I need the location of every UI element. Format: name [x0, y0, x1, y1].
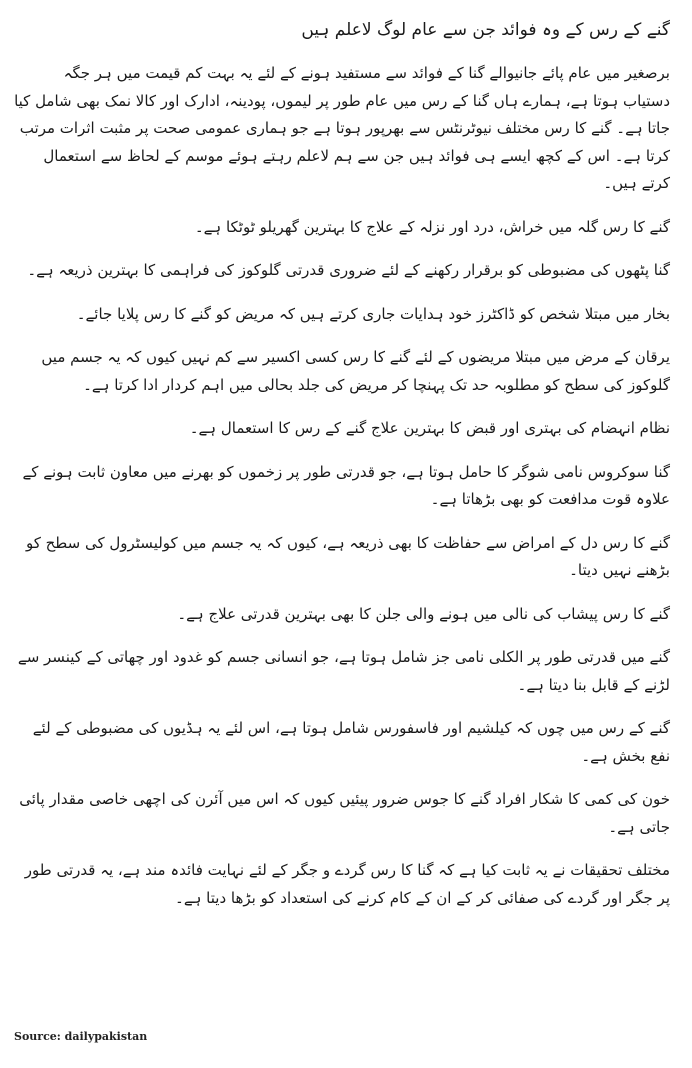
benefit-paragraph: یرقان کے مرض میں مبتلا مریضوں کے لئے گنے کا رس کسی اکسیر سے کم نہیں کیوں کہ یہ جسم میں گلوکوز کی سطح کو مطلوبہ حد تک پہنچا کر مریض کی جلد بحالی میں اہم کردار ادا کرتا ہے۔ [41, 348, 670, 394]
benefit-paragraph: گنے کا رس دل کے امراض سے حفاظت کا بھی ذریعہ ہے، کیوں کہ یہ جسم میں کولیسٹرول کی سطح کو بڑھنے نہیں دیتا۔ [25, 533, 670, 579]
article-title: گنے کے رس کے وہ فوائد جن سے عام لوگ لاعلم ہیں [301, 20, 670, 40]
intro-paragraph: برصغیر میں عام پائے جانیوالے گنا کے فوائد سے مستفید ہونے کے لئے یہ بہت کم قیمت میں ہر جگہ دستیاب ہوتا ہے، ہمارے ہاں گنا کے رس میں عام طور پر لیموں، پودینہ، ادارک اور کالا نمک بھی شامل کیا جاتا ہے۔ گنے کا رس مختلف نیوٹرنٹس سے بھرپور ہوتا ہے جو ہماری عمومی صحت پر مثبت اثرات مرتب کرتا ہے۔ اس کے کچھ ایسے ہی فوائد ہیں جن سے ہم لاعلم رہتے ہوئے موسم کے لحاظ سے استعمال کرتے ہیں۔ [14, 64, 670, 192]
benefit-paragraph: گنے کا رس گلہ میں خراش، درد اور نزلہ کے علاج کا بہترین گھریلو ٹوٹکا ہے۔ [194, 217, 670, 236]
benefit-paragraph: گنا پٹھوں کی مضبوطی کو برقرار رکھنے کے لئے ضروری قدرتی گلوکوز کی فراہمی کا بہترین ذریعہ ہے۔ [27, 261, 670, 279]
benefit-paragraph: گنے کے رس میں چوں کہ کیلشیم اور فاسفورس شامل ہوتا ہے، اس لئے یہ ہڈیوں کی مضبوطی کے لئے نفع بخش ہے۔ [32, 719, 670, 765]
benefit-paragraph: نظام انہضام کی بہتری اور قبض کا بہترین علاج گنے کے رس کا استعمال ہے۔ [189, 419, 670, 437]
benefit-paragraph: گنے کا رس پیشاب کی نالی میں ہونے والی جلن کا بھی بہترین قدرتی علاج ہے۔ [177, 604, 670, 623]
source-credit: Source: dailypakistan [14, 1030, 148, 1043]
benefit-paragraph: خون کی کمی کا شکار افراد گنے کا جوس ضرور پیئیں کیوں کہ اس میں آئرن کی اچھی خاصی مقدار پائی جاتی ہے۔ [19, 790, 670, 836]
benefit-paragraph: بخار میں مبتلا شخص کو ڈاکٹرز خود ہدایات جاری کرتے ہیں کہ مریض کو گنے کا رس پلایا جائے۔ [76, 304, 670, 323]
benefit-paragraph: مختلف تحقیقات نے یہ ثابت کیا ہے کہ گنا کا رس گردے و جگر کے لئے نہایت فائدہ مند ہے، یہ قدرتی طور پر جگر اور گردے کی صفائی کر کے ان کے کام کرنے کی استعداد کو بڑھا دیتا ہے۔ [24, 861, 670, 907]
benefit-paragraph: گنے میں قدرتی طور پر الکلی نامی جز شامل ہوتا ہے، جو انسانی جسم کو غدود اور چھاتی کے کینسر سے لڑنے کے قابل بنا دیتا ہے۔ [17, 648, 670, 694]
benefit-paragraph: گنا سوکروس نامی شوگر کا حامل ہوتا ہے، جو قدرتی طور پر زخموں کو بھرنے میں معاون ثابت ہونے کے علاوہ قوت مدافعت کو بھی بڑھاتا ہے۔ [22, 462, 670, 508]
